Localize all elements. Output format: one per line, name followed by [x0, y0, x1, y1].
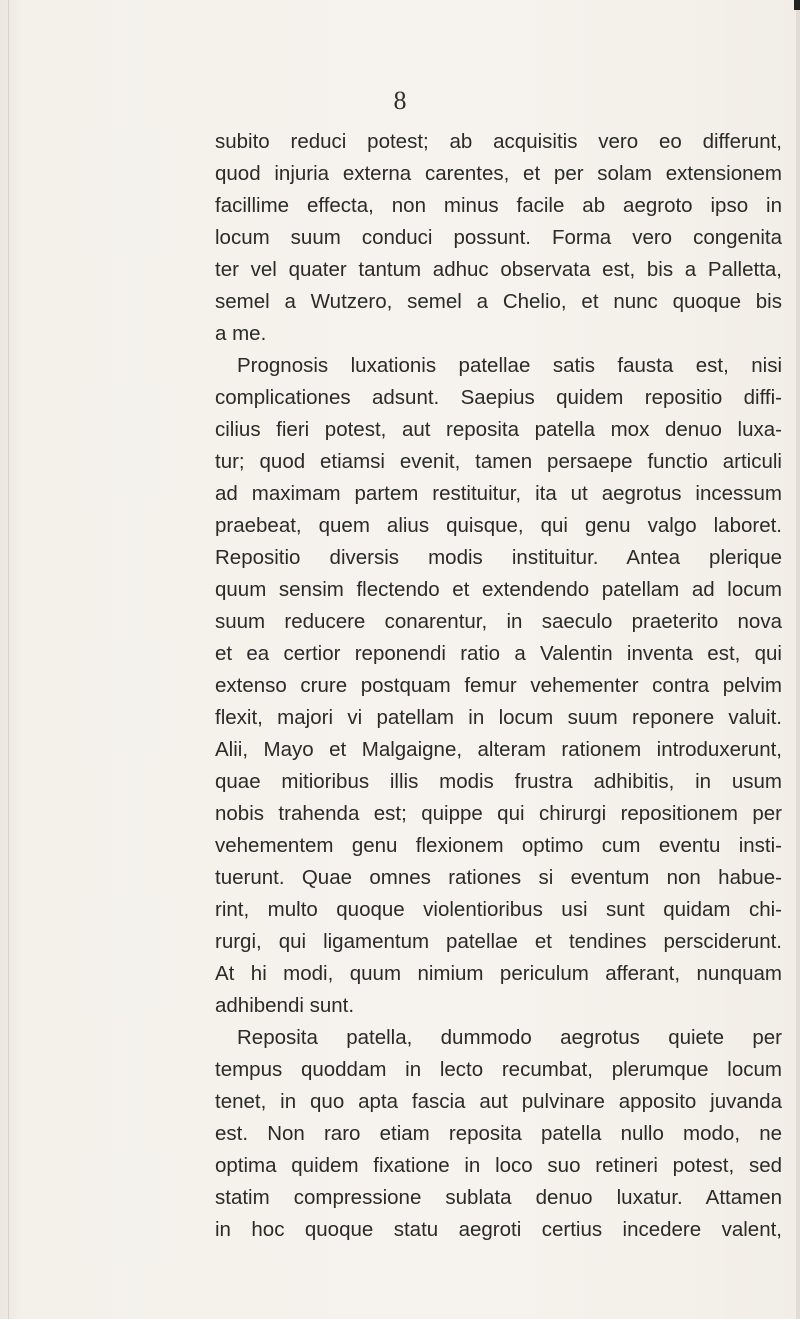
- text-line: rurgi, qui ligamentum patellae et tendines persciderunt.: [215, 930, 782, 953]
- text-line: est. Non raro etiam reposita patella nullo modo, ne: [215, 1122, 782, 1145]
- text-line: optima quidem fixatione in loco suo retineri potest, sed: [215, 1154, 782, 1177]
- text-line: in hoc quoque statu aegroti certius incedere valent,: [215, 1218, 782, 1241]
- text-line: vehementem genu flexionem optimo cum eventu insti-: [215, 834, 782, 857]
- text-line: tuerunt. Quae omnes rationes si eventum non habue-: [215, 866, 782, 889]
- text-line: praebeat, quem alius quisque, qui genu valgo laboret.: [215, 514, 782, 537]
- page-number: 8: [393, 86, 407, 115]
- text-line: rint, multo quoque violentioribus usi sunt quidam chi-: [215, 898, 782, 921]
- text-line: semel a Wutzero, semel a Chelio, et nunc quoque bis: [215, 290, 782, 313]
- text-line: subito reduci potest; ab acquisitis vero eo differunt,: [215, 130, 782, 153]
- text-line: locum suum conduci possunt. Forma vero congenita: [215, 226, 782, 249]
- text-line: et ea certior reponendi ratio a Valentin inventa est, qui: [215, 642, 782, 665]
- text-line: quum sensim flectendo et extendendo patellam ad locum: [215, 578, 782, 601]
- corner-mark: [794, 0, 800, 10]
- text-line: statim compressione sublata denuo luxatur. Attamen: [215, 1186, 782, 1209]
- text-line: facillime effecta, non minus facile ab aegroto ipso in: [215, 194, 782, 217]
- text-line: Alii, Mayo et Malgaigne, alteram rationem introduxerunt,: [215, 738, 782, 761]
- text-line: suum reducere conarentur, in saeculo praeterito nova: [215, 610, 782, 633]
- text-line: ter vel quater tantum adhuc observata est, bis a Palletta,: [215, 258, 782, 281]
- text-line: tur; quod etiamsi evenit, tamen persaepe functio articuli: [215, 450, 782, 473]
- text-line: cilius fieri potest, aut reposita patella mox denuo luxa-: [215, 418, 782, 441]
- text-line: a me.: [215, 322, 267, 345]
- text-line: tenet, in quo apta fascia aut pulvinare apposito juvanda: [215, 1090, 782, 1113]
- text-line: tempus quoddam in lecto recumbat, plerumque locum: [215, 1058, 782, 1081]
- text-line: ad maximam partem restituitur, ita ut aegrotus incessum: [215, 482, 782, 505]
- text-line: At hi modi, quum nimium periculum afferant, nunquam: [215, 962, 782, 985]
- text-line: quae mitioribus illis modis frustra adhibitis, in usum: [215, 770, 782, 793]
- text-line: Repositio diversis modis instituitur. Antea plerique: [215, 546, 782, 569]
- text-line: flexit, majori vi patellam in locum suum reponere valuit.: [215, 706, 782, 729]
- page-edge: [796, 0, 800, 1319]
- text-line: complicationes adsunt. Saepius quidem repositio diffi-: [215, 386, 782, 409]
- text-line: nobis trahenda est; quippe qui chirurgi repositionem per: [215, 802, 782, 825]
- text-line: quod injuria externa carentes, et per solam extensionem: [215, 162, 782, 185]
- paragraph-start-line: Reposita patella, dummodo aegrotus quiete per: [237, 1026, 782, 1049]
- text-line: extenso crure postquam femur vehementer contra pelvim: [215, 674, 782, 697]
- paragraph-start-line: Prognosis luxationis patellae satis fausta est, nisi: [237, 354, 782, 377]
- binding-gutter: [8, 0, 9, 1319]
- text-line: adhibendi sunt.: [215, 994, 355, 1017]
